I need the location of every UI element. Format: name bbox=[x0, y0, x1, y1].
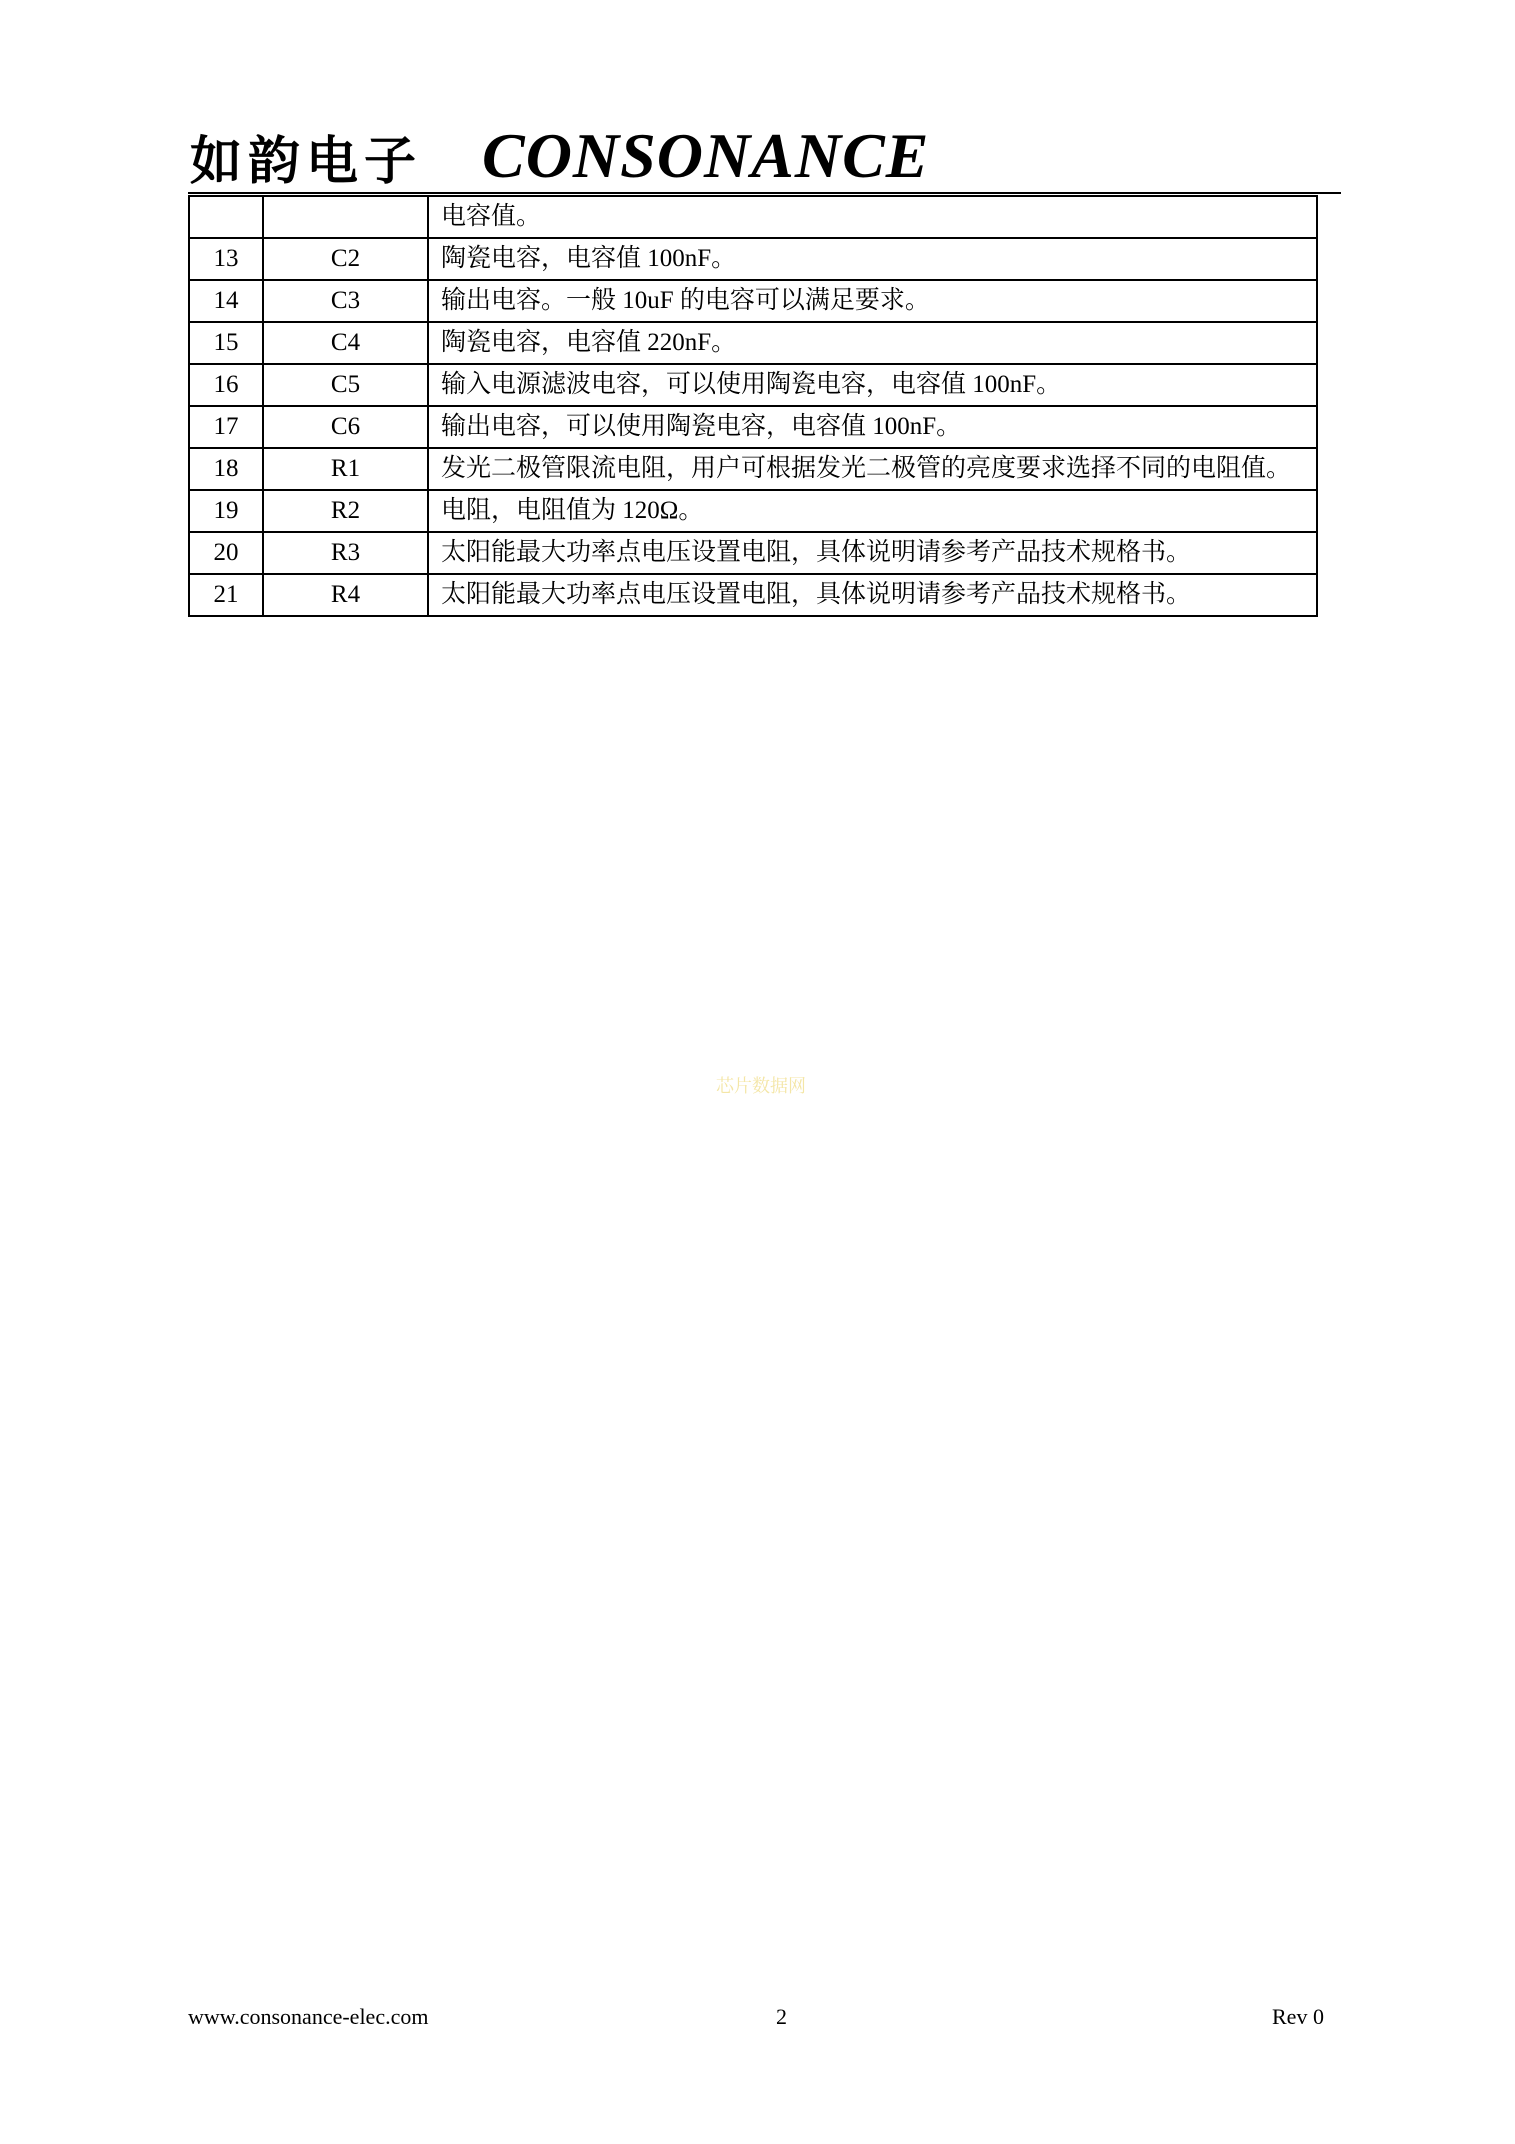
component-ref: C6 bbox=[263, 406, 428, 448]
row-number: 17 bbox=[189, 406, 263, 448]
row-number bbox=[189, 196, 263, 238]
component-description: 陶瓷电容，电容值 220nF。 bbox=[428, 322, 1317, 364]
row-number: 21 bbox=[189, 574, 263, 616]
row-number: 20 bbox=[189, 532, 263, 574]
component-ref: C3 bbox=[263, 280, 428, 322]
table-row bbox=[189, 490, 1317, 532]
component-description: 电容值。 bbox=[428, 196, 1317, 238]
table-row bbox=[189, 406, 1317, 448]
component-ref bbox=[263, 196, 428, 238]
footer-revision: Rev 0 bbox=[1272, 2004, 1324, 2029]
table-row bbox=[189, 322, 1317, 364]
component-description: 太阳能最大功率点电压设置电阻，具体说明请参考产品技术规格书。 bbox=[428, 574, 1317, 616]
component-description: 陶瓷电容，电容值 100nF。 bbox=[428, 238, 1317, 280]
component-description: 发光二极管限流电阻，用户可根据发光二极管的亮度要求选择不同的电阻值。 bbox=[428, 448, 1317, 490]
footer-website: www.consonance-elec.com bbox=[188, 2004, 429, 2029]
table-row bbox=[189, 574, 1317, 616]
row-number: 16 bbox=[189, 364, 263, 406]
component-description: 太阳能最大功率点电压设置电阻，具体说明请参考产品技术规格书。 bbox=[428, 532, 1317, 574]
row-number: 19 bbox=[189, 490, 263, 532]
component-description: 输入电源滤波电容，可以使用陶瓷电容，电容值 100nF。 bbox=[428, 364, 1317, 406]
component-description: 输出电容，可以使用陶瓷电容，电容值 100nF。 bbox=[428, 406, 1317, 448]
watermark-text: 芯片数据网 bbox=[716, 1076, 806, 1097]
component-ref: C5 bbox=[263, 364, 428, 406]
table-row bbox=[189, 532, 1317, 574]
row-number: 15 bbox=[189, 322, 263, 364]
component-table bbox=[188, 195, 1318, 617]
footer-page-number: 2 bbox=[776, 2004, 787, 2029]
row-number: 14 bbox=[189, 280, 263, 322]
table-row bbox=[189, 196, 1317, 238]
component-ref: R1 bbox=[263, 448, 428, 490]
component-ref: C4 bbox=[263, 322, 428, 364]
row-number: 13 bbox=[189, 238, 263, 280]
brand-chinese-name: 如韵电子 bbox=[190, 131, 423, 192]
component-ref: R3 bbox=[263, 532, 428, 574]
component-ref: C2 bbox=[263, 238, 428, 280]
component-ref: R2 bbox=[263, 490, 428, 532]
component-description: 电阻，电阻值为 120Ω。 bbox=[428, 490, 1317, 532]
component-ref: R4 bbox=[263, 574, 428, 616]
brand-english-name: CONSONANCE bbox=[482, 120, 930, 191]
row-number: 18 bbox=[189, 448, 263, 490]
table-row bbox=[189, 280, 1317, 322]
table-row bbox=[189, 364, 1317, 406]
header-divider bbox=[188, 192, 1341, 194]
page-header bbox=[190, 108, 930, 192]
component-description: 输出电容。一般 10uF 的电容可以满足要求。 bbox=[428, 280, 1317, 322]
table-row bbox=[189, 238, 1317, 280]
table-row bbox=[189, 448, 1317, 490]
